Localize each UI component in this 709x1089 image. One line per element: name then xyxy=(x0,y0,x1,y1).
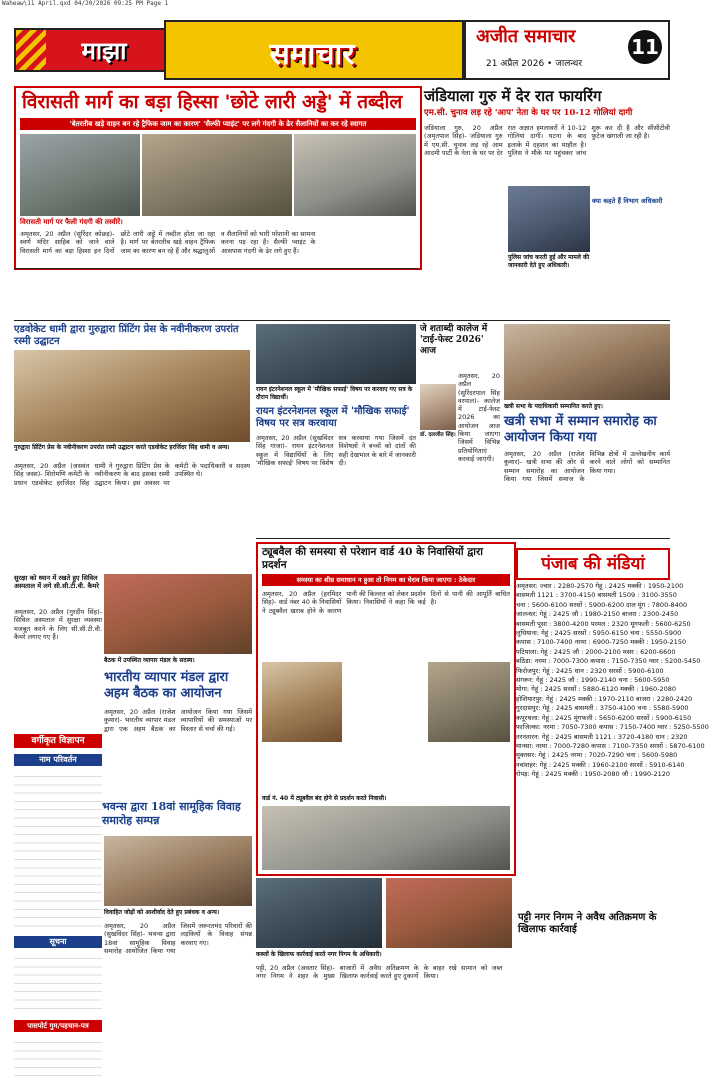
lost-body xyxy=(14,1036,102,1082)
lead-story xyxy=(14,86,422,270)
mandi-rate-line: तरनतारन: गेहूं : 2425 बासमती 1121 : 3720-4180 धान : 2320 xyxy=(516,732,688,741)
mandi-rate-line: जालन्धर: गेहूं : 2425 जौ : 1980-2150 बाजरा : 2300-2450 xyxy=(516,610,679,619)
page-number: 11 xyxy=(628,30,662,64)
print-slug: Waheaw\11 April.qxd 04/20/2026 09:25 PM Page 1 xyxy=(2,0,169,7)
mandi-rate-line: कपूरथला: गेहूं : 2425 मूंगफली : 5650-6200 सरसों : 5900-6150 xyxy=(516,713,692,722)
mandi-rate-line: मानसा: नरमा : 7000-7280 कपास : 7100-7350 सरसों : 5870-6100 xyxy=(516,741,705,750)
mandi-rate-line: बठिंडा: नरमा : 7000-7300 कपास : 7150-7350 ग्वार : 5200-5450 xyxy=(516,657,701,666)
mandi-rate-line: लुधियाना: गेहूं : 2425 सरसों : 5950-6150 चना : 5550-5900 xyxy=(516,629,682,638)
notice-title: सूचना xyxy=(14,936,102,948)
dhami-photo xyxy=(14,350,250,442)
techfest-photo xyxy=(420,384,456,430)
vyapar-photo xyxy=(104,574,252,654)
masthead xyxy=(14,20,666,76)
lead-subhead: 'बेतरतीब खड़े वाहन बन रहे ट्रैफिक जाम का कारण' 'सैल्फी प्वाइंट' पर लगे गंदगी के ढेर सैलानियों का कर रहे स्वागत xyxy=(20,118,416,130)
khatri-headline: खत्री सभा में सम्मान समारोह का आयोजन किया गया xyxy=(504,414,657,445)
mandi-title: पंजाब की मंडियां xyxy=(516,548,670,580)
ryan-photo xyxy=(256,324,416,384)
ryan-body: अमृतसर, 20 अप्रैल (सुखविंदर सिंह गाजा)- रायन इंटरनेशनल स्कूल में विद्यार्थियों के लिए 'मौखिक सफाई' विषय पर विशेष सत्र करवाया गया जिसमें दंत विशेषज्ञों ने बच्चों को दांतों की सही देखभाल के बारे में जानकारी दी। xyxy=(256,434,416,467)
mandi-rate-line: बासमती 1121 : 3700-4150 बासमती 1509 : 3100-3550 xyxy=(516,591,677,600)
tubewell-photo-3 xyxy=(262,806,510,870)
khatri-caption: खत्री सभा के पदाधिकारी सम्मानित करते हुए। xyxy=(504,403,603,410)
mandi-rate-line: अमृतसर: ज्वार : 2280-2570 गेहूं : 2425 मक्की : 1950-2100 xyxy=(516,582,684,590)
nigam-body: पट्टी, 20 अप्रैल (अवतार सिंह)- नगर निगम ने शहर के मुख्य बाजारों में अवैध अतिक्रमण के खिलाफ कार्रवाई करते हुए दुकानों के बाहर रखे सामान को जब्त किया। xyxy=(256,964,503,981)
khatri-story xyxy=(504,322,670,538)
tubewell-caption: वार्ड नं. 40 में ट्यूबवैल बंद होने से प्रदर्शन करते निवासी। xyxy=(262,795,387,802)
tubewell-subhead: समस्या का शीघ्र समाधान न हुआ तो निगम का घेराव किया जाएगा : ठेकेदार xyxy=(262,574,510,586)
nigam-headline: पट्टी नगर निगम ने अवैध अतिक्रमण के खिलाफ कार्रवाई xyxy=(518,912,657,935)
vivah-photo xyxy=(104,836,252,906)
cctv-headline: सुरक्षा को ध्यान में रखते हुए सिविल अस्पताल में लगे सी.सी.टी.वी. कैमरे xyxy=(14,574,99,590)
dhami-story xyxy=(14,322,250,572)
brand-box xyxy=(464,20,670,80)
khatri-photo xyxy=(504,324,670,400)
tubewell-photo-2 xyxy=(428,662,510,742)
khatri-body: अमृतसर, 20 अप्रैल (राजेश कुमार)- खत्री सभा की ओर से सम्मान समारोह का आयोजन किया गया जिसमें समाज के विभिन्न क्षेत्रों में उल्लेखनीय कार्य करने वाले लोगों को सम्मानित किया गया। xyxy=(504,450,670,483)
ryan-headline: रायन इंटरनेशनल स्कूल में 'मौखिक सफाई' विषय पर सत्र करवाया xyxy=(256,406,410,429)
mandi-rate-line: गुरदासपुर: गेहूं : 2425 बासमती : 3750-4100 चना : 5580-5900 xyxy=(516,704,689,713)
notice-body xyxy=(14,952,102,1014)
vivah-caption: विवाहित जोड़ों को आशीर्वाद देते हुए प्रबंधक व अन्य। xyxy=(104,909,220,916)
lead-photo-3 xyxy=(294,134,416,216)
techfest-photo-caption: डॉ. दलजीत सिंह। xyxy=(420,432,456,438)
vyapar-headline: भारतीय व्यापार मंडल द्वारा अहम बैठक का आयोजन xyxy=(104,670,229,701)
mandi-rate-line: बासमती पूसा : 3800-4200 परमल : 2320 मूंगफली : 5600-6250 xyxy=(516,619,691,628)
mandi-rate-line: फाजिल्का: नरमा : 7050-7300 कपास : 7150-7400 ग्वार : 5250-5500 xyxy=(516,723,709,732)
newspaper-brand: अजीत समाचार xyxy=(476,26,576,47)
left-column xyxy=(14,574,102,1084)
techfest-story xyxy=(420,322,500,538)
jandiala-photo xyxy=(508,186,590,252)
section-tag-mid xyxy=(164,20,464,80)
techfest-headline: जे शताब्दी कालेज में 'टाई-फेस्ट 2026' आज xyxy=(420,324,488,356)
lead-caption: विरासती मार्ग पर फैली गंदगी की तस्वीरें। xyxy=(20,218,123,226)
classified-title: वर्गीकृत विज्ञापन xyxy=(14,734,102,748)
tubewell-story xyxy=(256,542,516,876)
mandi-rate-line: मोगा: गेहूं : 2425 सरसों : 5880-6120 मक्की : 1960-2080 xyxy=(516,685,677,694)
stripe-decoration xyxy=(16,30,46,70)
dhami-caption: गुरुद्वारा प्रिंटिंग प्रेस के नवीनीकरण उपरांत रस्मी उद्घाटन करते एडवोकेट हरजिंदर सिंह धामी व अन्य। xyxy=(14,444,230,451)
jandiala-headline: जंडियाला गुरु में देर रात फायरिंग xyxy=(424,87,602,105)
nigam-photo-2 xyxy=(386,878,512,948)
mandi-list xyxy=(516,582,709,780)
jandiala-subhead: एम.सी. चुनाव लड़ रहे 'आप' नेता के घर पर 10-12 गोलियां दागी xyxy=(424,108,633,118)
divider xyxy=(256,538,670,539)
mandi-rate-line: नवांशहर: गेहूं : 2425 मक्की : 1960-2100 सरसों : 5910-6140 xyxy=(516,760,685,769)
ryan-caption: रायन इंटरनेशनल स्कूल में 'मौखिक सफाई' विषय पर करवाए गए सत्र के दौरान विद्यार्थी। xyxy=(256,386,413,401)
section-name-majha: माझा xyxy=(81,36,127,65)
classified-body xyxy=(14,770,102,930)
lost-title: पासपोर्ट गुम/पहचान-पत्र xyxy=(14,1020,102,1032)
jandiala-body: जंडियाला गुरु, 20 अप्रैल (अमृतपाल सिंह)- जंडियाला गुरु में एम.सी. चुनाव लड़ रहे आम आदमी पार्टी के नेता के घर पर देर रात अज्ञात हमलावरों ने 10-12 गोलियां दागीं। घटना के बाद इलाके में दहशत का माहौल है। पुलिस ने मौके पर पहुंचकर जांच शुरू कर दी है और सीसीटीवी फुटेज खंगाली जा रही है। xyxy=(424,124,670,157)
nigam-caption: कब्जों के खिलाफ कार्रवाई करते नगर निगम के अधिकारी। xyxy=(256,951,382,958)
dhami-headline: एडवोकेट धामी द्वारा गुरुद्वारा प्रिंटिंग प्रेस के नवीनीकरण उपरांत रस्मी उद्घाटन xyxy=(14,324,239,347)
mandi-rate-line: मुक्तसर: गेहूं : 2425 नरमा : 7020-7290 चना : 5600-5980 xyxy=(516,751,678,760)
mandi-rate-line: रोपड़: गेहूं : 2425 मक्की : 1950-2080 जौ : 1990-2120 xyxy=(516,770,670,779)
cctv-body: अमृतसर, 20 अप्रैल (गुरदीप सिंह)- सिविल अस्पताल में सुरक्षा व्यवस्था मजबूत करने के लिए सी.सी.टी.वी. कैमरे लगाए गए हैं। xyxy=(14,608,102,641)
jandiala-story xyxy=(424,86,670,320)
dhami-body: अमृतसर, 20 अप्रैल (जसवंत सिंह जस्स)- शिरोमणि कमेटी के प्रधान एडवोकेट हरजिंदर सिंह धामी ने गुरुद्वारा प्रिंटिंग प्रेस के नवीनीकरण के बाद इसका रस्मी उद्घाटन किया। इस अवसर पर कमेटी के पदाधिकारी व सदस्य उपस्थित थे। xyxy=(14,462,250,487)
section-name-samachar: समाचार xyxy=(269,37,355,72)
jandiala-caption: पुलिस जांच करती हुई और मामले की जानकारी देते हुए अधिकारी। xyxy=(508,254,590,269)
vyapar-body: अमृतसर, 20 अप्रैल (राजेश कुमार)- भारतीय व्यापार मंडल द्वारा एक अहम बैठक का आयोजन किया गया जिसमें व्यापारियों की समस्याओं पर विस्तार से चर्चा की गई। xyxy=(104,708,252,733)
ryan-story xyxy=(256,322,416,538)
divider xyxy=(14,268,418,269)
nigam-story xyxy=(256,878,670,1084)
section-tag-left xyxy=(14,28,166,72)
lead-body: अमृतसर, 20 अप्रैल (सुरिंदर कोछड़)- स्वर्ण मंदिर साहिब को जाने वाले विरासती मार्ग का बड़ा हिस्सा इन दिनों छोटे लारी अड्डे में तब्दील होता जा रहा है। मार्ग पर बेतरतीब खड़े वाहन ट्रैफिक जाम का कारण बन रहे हैं और श्रद्धालुओं व सैलानियों को भारी परेशानी का सामना करना पड़ रहा है। सैल्फी प्वाइंट के आसपास गंदगी के ढेर लगे हुए हैं। xyxy=(20,230,316,255)
vivah-headline: भवन्स द्वारा 18वां सामूहिक विवाह समारोह सम्पन्न xyxy=(102,800,241,827)
vyapar-caption: बैठक में उपस्थित व्यापार मंडल के सदस्य। xyxy=(104,657,195,664)
mandi-box xyxy=(516,548,709,878)
lead-photo-2 xyxy=(142,134,292,216)
tubewell-photo-1 xyxy=(262,662,342,742)
tubewell-body: अमृतसर, 20 अप्रैल (हरमिंदर सिंह)- वार्ड नंबर 40 के निवासियों ने ट्यूबवैल खराब होने के कारण पानी की किल्लत को लेकर प्रदर्शन किया। निवासियों ने कहा कि कई दिनों से पानी की आपूर्ति बाधित है। xyxy=(262,590,510,615)
mandi-rate-line: फिरोजपुर: गेहूं : 2425 धान : 2320 सरसों : 5900-6100 xyxy=(516,666,664,675)
nigam-photo xyxy=(256,878,382,948)
lead-photo-1 xyxy=(20,134,140,216)
mandi-rate-line: होशियारपुर: गेहूं : 2425 मक्की : 1970-2110 बाजरा : 2280-2420 xyxy=(516,694,693,703)
mandi-rate-line: कपास : 7100-7400 नरमा : 6900-7250 मक्की : 1950-2150 xyxy=(516,638,687,647)
lead-headline: विरासती मार्ग का बड़ा हिस्सा 'छोटे लारी अड्डे' में तब्दील xyxy=(22,91,403,113)
name-change-title: नाम परिवर्तन xyxy=(14,754,102,766)
vyapar-story xyxy=(104,574,252,794)
mandi-rate-line: संगरूर: गेहूं : 2425 जौ : 1990-2140 चना : 5600-5950 xyxy=(516,676,670,685)
tubewell-headline: ट्यूबवैल की समस्या से परेशान वार्ड 40 के निवासियों द्वारा प्रदर्शन xyxy=(262,546,483,571)
vivah-body: अमृतसर, 20 अप्रैल (सुखविंदर सिंह)- भवन्स द्वारा 18वां सामूहिक विवाह समारोह आयोजित किया गया जिसमें जरूरतमंद परिवारों की लड़कियों के विवाह संपन्न करवाए गए। xyxy=(104,922,252,955)
mandi-rate-line: चना : 5600-6100 सरसों : 5900-6200 दाल मूंग : 7800-8400 xyxy=(516,600,688,609)
issue-date: 21 अप्रैल 2026 • जालन्धर xyxy=(486,59,583,69)
divider xyxy=(14,320,670,321)
mandi-rate-line: पटियाला: गेहूं : 2425 जौ : 2000-2100 मसर : 6200-6600 xyxy=(516,647,676,656)
jandiala-box-title: क्या कहते हैं विभाग अधिकारी xyxy=(592,197,663,205)
techfest-body: अमृतसर, 20 अप्रैल (सुरिंदरपाल सिंह वरपाल)- कालेज में टाई-फेस्ट 2026 का आयोजन आज किया जाएगा जिसमें विभिन्न प्रतियोगिताएं करवाई जाएंगी। xyxy=(458,372,500,463)
